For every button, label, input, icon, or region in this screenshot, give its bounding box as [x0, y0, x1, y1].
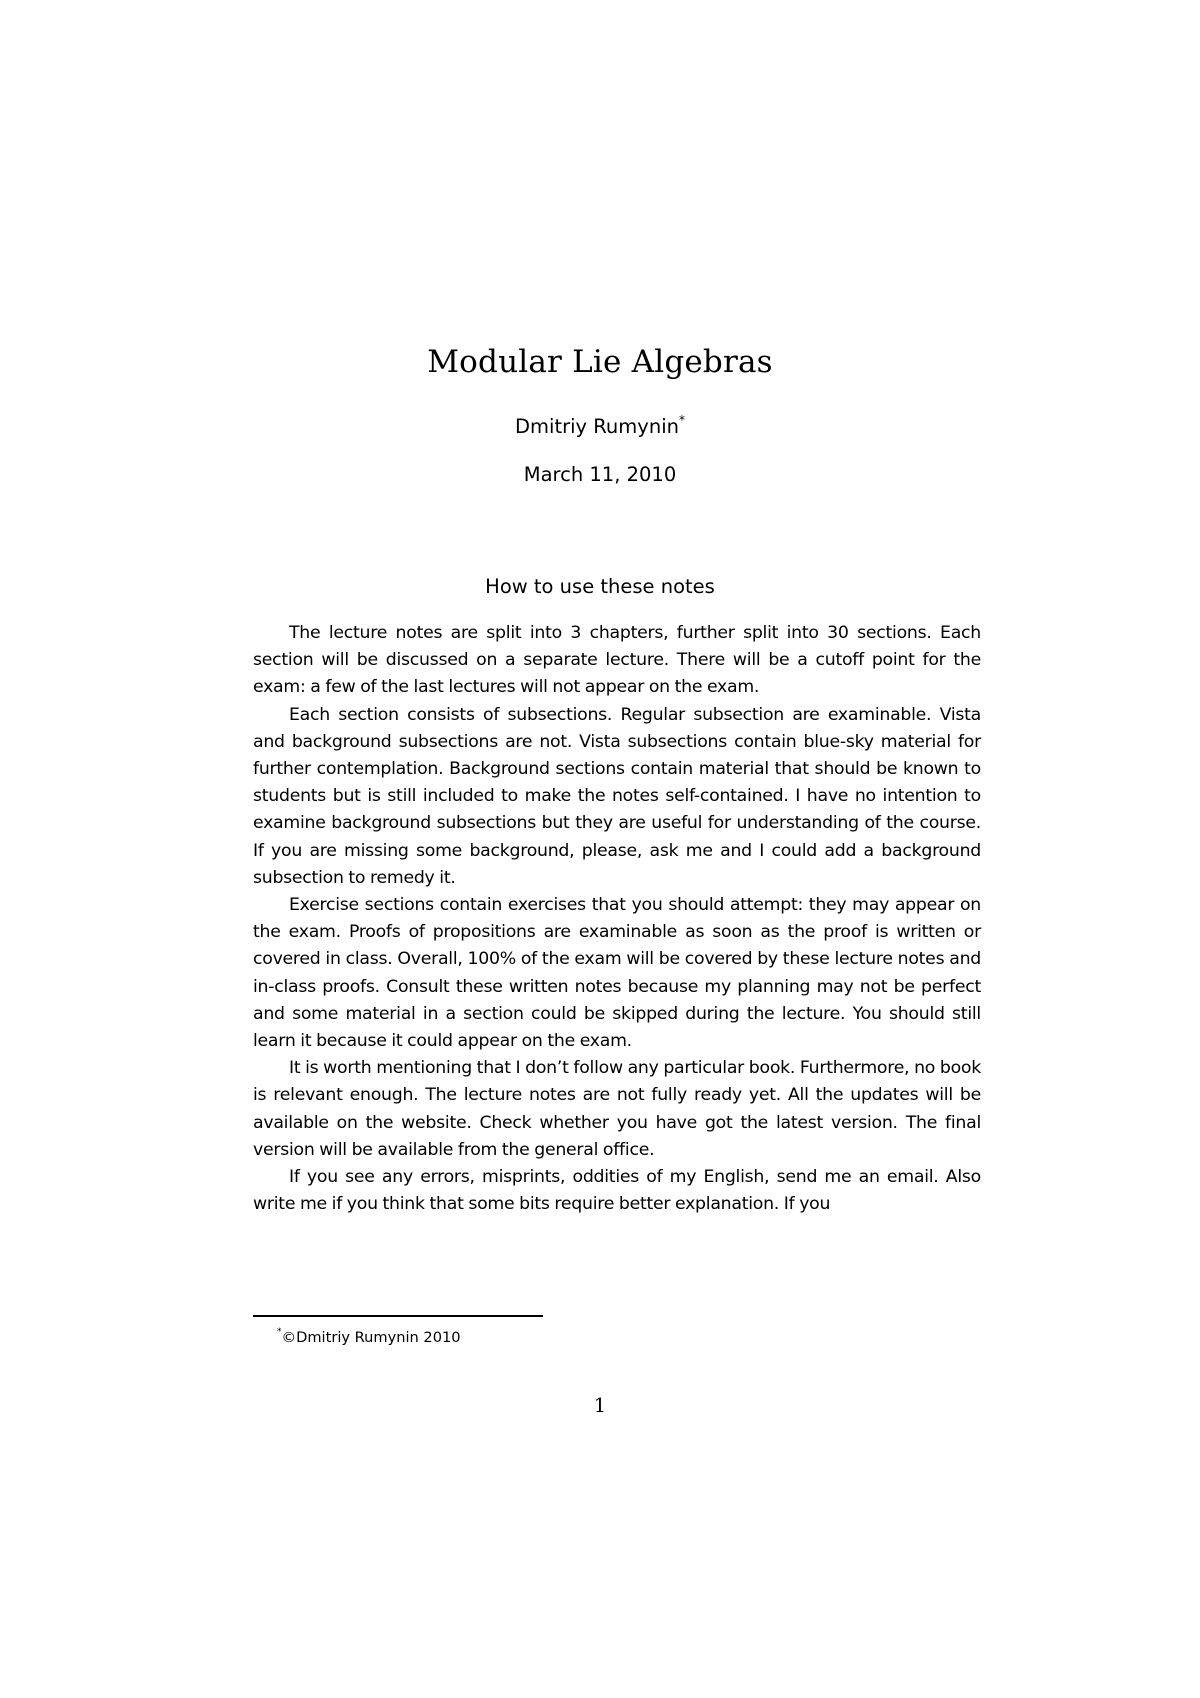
paragraph-5: If you see any errors, misprints, oddities of my English, send me an email. Also write me if you think that some bits require better explanation. If you	[253, 1167, 981, 1215]
paragraph-1: The lecture notes are split into 3 chapters, further split into 30 sections. Each section will be discussed on a separate lecture. There will be a cutoff point for the exam: a few of the last lectures will not appear on the exam.	[253, 623, 981, 698]
author-line	[0, 414, 1200, 440]
author-name: Dmitriy Rumynin	[515, 415, 679, 438]
footnote-text: ©Dmitriy Rumynin 2010	[281, 1328, 461, 1346]
section-heading: How to use these notes	[485, 575, 715, 598]
footnote	[277, 1324, 461, 1348]
footnote-mark: *	[277, 1327, 282, 1337]
paragraph-4: It is worth mentioning that I don’t follow any particular book. Furthermore, no book is relevant enough. The lecture notes are not fully ready yet. All the updates will be available on the website. Check whether you have got the latest version. The final version will be available from the general office.	[253, 1058, 981, 1160]
author-footnote-mark: *	[678, 412, 685, 427]
section-body	[253, 620, 981, 1218]
document-title: Modular Lie Algebras	[427, 344, 773, 380]
page-number: 1	[593, 1394, 607, 1417]
paragraph-3: Exercise sections contain exercises that you should attempt: they may appear on the exam. Proofs of propositions are examinable as soon as the proof is written or covered in class. Overall, 100% of the exam will be covered by these lecture notes and in-class proofs. Consult these written notes because my planning may not be perfect and some material in a section could be skipped during the lecture. You should still learn it because it could appear on the exam.	[253, 895, 981, 1052]
document-date: March 11, 2010	[523, 463, 677, 486]
paragraph-2: Each section consists of subsections. Regular subsection are examinable. Vista and background subsections are not. Vista subsections contain blue-sky material for further contemplation. Background sections contain material that should be known to students but is still included to make the notes self-contained. I have no intention to examine background subsections but they are useful for understanding of the course. If you are missing some background, please, ask me and I could add a background subsection to remedy it.	[253, 704, 981, 888]
footnote-rule	[253, 1315, 543, 1317]
